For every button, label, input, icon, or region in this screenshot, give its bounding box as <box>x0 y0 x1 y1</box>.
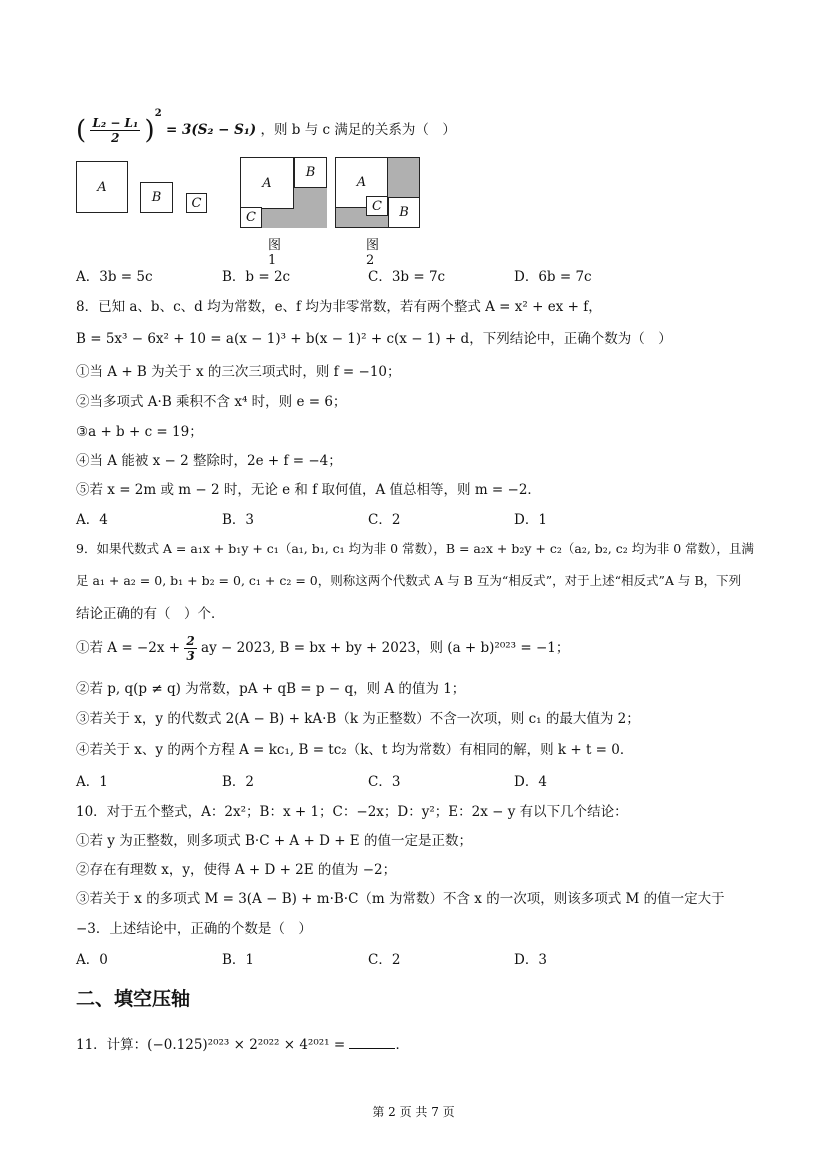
q9-options <box>76 770 776 790</box>
q10-item-3: ③若关于 x 的多项式 M = 3(A − B) + m·B·C（m 为常数）不含 x 的一次项，则该多项式 M 的值一定大于 <box>76 891 725 907</box>
q10-option-b[interactable]: B．1 <box>222 952 255 968</box>
q10-item-3-cont: −3．上述结论中，正确的个数是（ ） <box>76 921 312 937</box>
q8-option-c[interactable]: C．2 <box>368 512 401 528</box>
figure-2-square-b: B <box>388 197 420 228</box>
q7-text: ，则 b 与 c 满足的关系为（ ） <box>260 122 456 138</box>
figure-1-square-b: B <box>294 157 327 188</box>
q7-options <box>76 265 776 285</box>
q9-item-1-pre: ①若 A = −2x + <box>76 640 181 656</box>
q9-item-2: ②若 p, q(p ≠ q) 为常数，pA + qB = p − q，则 A 的值为 1； <box>76 681 466 697</box>
section-title: 二、填空压轴 <box>76 988 191 1010</box>
q11-end: ． <box>395 1037 409 1053</box>
q11-answer-blank[interactable] <box>349 1036 395 1049</box>
figure-2-square-c: C <box>366 196 388 216</box>
q9-item-1-post: ay − 2023, B = bx + by + 2023，则 (a + b)²⁰²³ = −1； <box>201 640 570 656</box>
q9-item-1-frac-den: 3 <box>186 649 195 663</box>
square-b: B <box>140 182 173 213</box>
q10-option-a[interactable]: A．0 <box>76 952 108 968</box>
figure-2-square-a: A <box>335 157 388 208</box>
q7-option-c[interactable]: C．3b = 7c <box>368 269 446 285</box>
q10-option-c[interactable]: C．2 <box>368 952 401 968</box>
q8-option-b[interactable]: B．3 <box>222 512 255 528</box>
q7-fraction <box>90 116 140 145</box>
q9-line-2: 足 a₁ + a₂ = 0, b₁ + b₂ = 0, c₁ + c₂ = 0，则称这两个代数式 A 与 B 互为“相反式”，对于上述“相反式”A 与 B，下列 <box>76 573 742 588</box>
q9-line-3: 结论正确的有（ ）个． <box>76 606 225 622</box>
q8-item-1: ①当 A + B 为关于 x 的三次三项式时，则 f = −10； <box>76 364 401 380</box>
q8-option-d[interactable]: D．1 <box>514 512 547 528</box>
q10-item-1: ①若 y 为正整数，则多项式 B·C + A + D + E 的值一定是正数； <box>76 833 472 849</box>
q8-item-5: ⑤若 x = 2m 或 m − 2 时，无论 e 和 f 取何值，A 值总相等，则 m = −2． <box>76 482 541 498</box>
q8-item-2: ②当多项式 A·B 乘积不含 x⁴ 时，则 e = 6； <box>76 394 347 410</box>
q9-item-1-fraction <box>184 634 196 663</box>
q9-line-1: 9．如果代数式 A = a₁x + b₁y + c₁（a₁, b₁, c₁ 均为非 0 常数），B = a₂x + b₂y + c₂（a₂, b₂, c₂ 均为非 0 常数），且满 <box>76 541 754 556</box>
q9-option-c[interactable]: C．3 <box>368 774 401 790</box>
q7-formula-rest: = 3(S₂ − S₁) <box>165 122 257 138</box>
q8-line-2: B = 5x³ − 6x² + 10 = a(x − 1)³ + b(x − 1)² + c(x − 1) + d，下列结论中，正确个数为（ ） <box>76 331 672 347</box>
q7-fraction-num: L₂ − L₁ <box>92 116 139 130</box>
q9-item-1-frac-num: 2 <box>186 634 195 648</box>
q8-item-4: ④当 A 能被 x − 2 整除时，2e + f = −4； <box>76 453 342 469</box>
q10-item-2: ②存在有理数 x，y，使得 A + D + 2E 的值为 −2； <box>76 862 397 878</box>
q8-option-a[interactable]: A．4 <box>76 512 108 528</box>
figure-1-square-a: A <box>240 157 294 209</box>
q9-item-1 <box>76 634 569 663</box>
q7-stem <box>76 108 456 146</box>
q10-option-d[interactable]: D．3 <box>514 952 547 968</box>
figure-2-caption: 图2 <box>366 238 380 268</box>
q7-square: 2 <box>154 108 162 119</box>
q7-option-a[interactable]: A．3b = 5c <box>76 269 153 285</box>
q9-option-d[interactable]: D．4 <box>514 774 547 790</box>
square-a: A <box>76 161 128 213</box>
figure-1-caption: 图1 <box>268 238 282 268</box>
q11 <box>76 1033 409 1053</box>
page-footer: 第 2 页 共 7 页 <box>372 1105 455 1119</box>
square-c: C <box>186 193 207 213</box>
q8-item-3: ③a + b + c = 19； <box>76 424 203 440</box>
q9-option-b[interactable]: B．2 <box>222 774 255 790</box>
q7-fraction-den: 2 <box>111 131 120 145</box>
q8-line-1: 8．已知 a、b、c、d 均为常数，e、f 均为非零常数，若有两个整式 A = x² + ex + f， <box>76 299 602 315</box>
q11-text: 11．计算：(−0.125)²⁰²³ × 2²⁰²² × 4²⁰²¹ = <box>76 1037 346 1053</box>
q10-line-1: 10．对于五个整式，A：2x²；B：x + 1；C：−2x；D：y²；E：2x − y 有以下几个结论： <box>76 804 628 820</box>
paren-open: ( <box>76 115 87 146</box>
q9-item-4: ④若关于 x、y 的两个方程 A = kc₁, B = tc₂（k、t 均为常数）有相同的解，则 k + t = 0． <box>76 742 634 758</box>
q9-option-a[interactable]: A．1 <box>76 774 108 790</box>
paren-close: ) <box>144 115 155 146</box>
figure-1-square-c: C <box>240 207 262 228</box>
q7-option-b[interactable]: B．b = 2c <box>222 269 291 285</box>
q8-options <box>76 508 776 528</box>
q10-options <box>76 948 776 968</box>
q9-item-3: ③若关于 x，y 的代数式 2(A − B) + kA·B（k 为正整数）不含一次项，则 c₁ 的最大值为 2； <box>76 711 640 727</box>
q7-option-d[interactable]: D．6b = 7c <box>514 269 592 285</box>
